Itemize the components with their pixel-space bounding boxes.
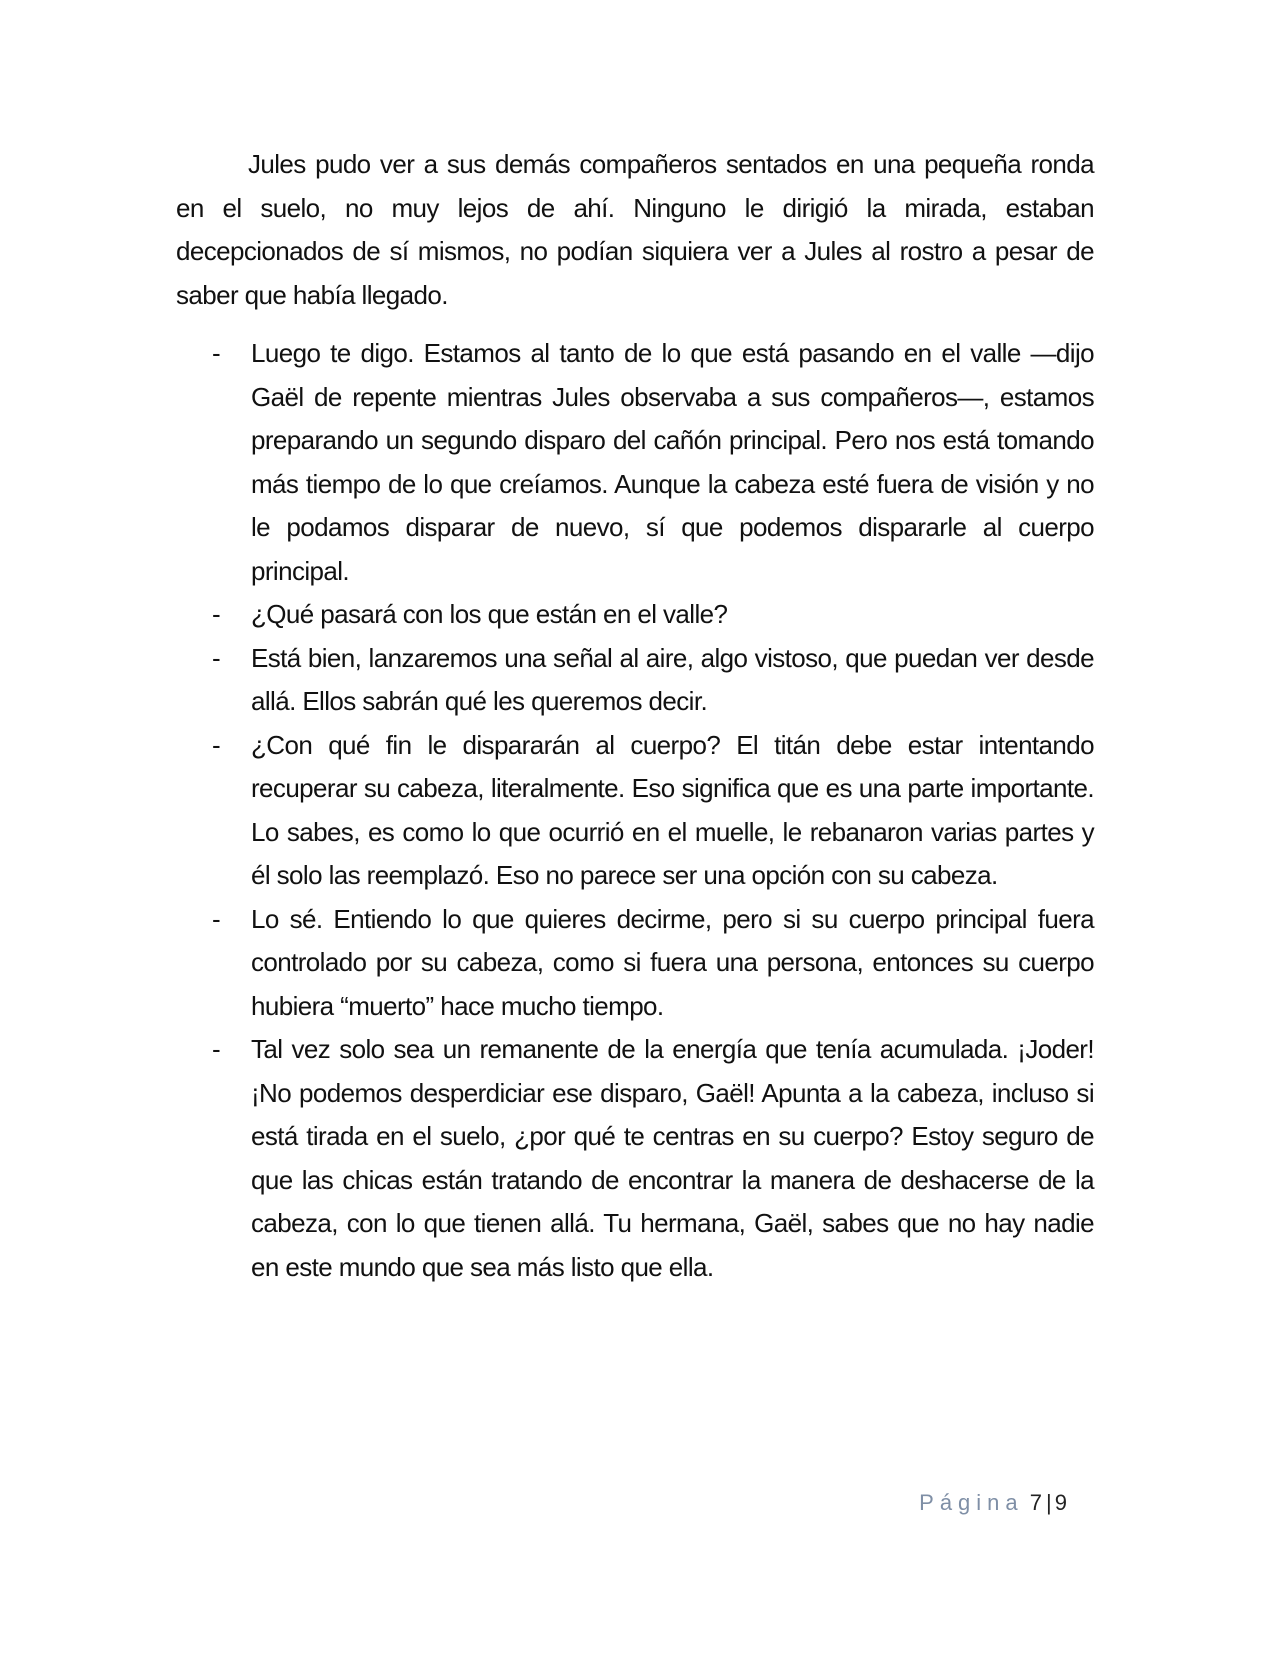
dialogue-line	[176, 637, 1094, 724]
dialogue-line	[176, 724, 1094, 898]
dialogue-text: ¿Con qué fin le dispararán al cuerpo? El titán debe estar intentando recuperar su cabeza, literalmente. Eso significa que es una parte importante. Lo sabes, es como lo que ocurrió en el muelle, le rebanaron varias partes y él solo las reemplazó. Eso no parece ser una opción con su cabeza.	[251, 729, 1094, 890]
dialogue-dash: -	[212, 338, 221, 368]
dialogue-list	[176, 332, 1094, 1289]
dialogue-dash: -	[212, 729, 221, 760]
dialogue-line	[176, 593, 1094, 637]
narrative-paragraph: Jules pudo ver a sus demás compañeros sentados en una pequeña ronda en el suelo, no muy lejos de ahí. Ninguno le dirigió la mirada, estaban decepcionados de sí mismos, no podían siquiera ver a Jules al rostro a pesar de saber que había llegado.	[176, 149, 1094, 310]
dialogue-dash: -	[212, 599, 221, 629]
dialogue-text: Luego te digo. Estamos al tanto de lo que está pasando en el valle —dijo Gaël de repente mientras Jules observaba a sus compañeros—, estamos preparando un segundo disparo del cañón principal. Pero nos está tomando más tiempo de lo que creíamos. Aunque la cabeza esté fuera de visión y no le podamos disparar de nuevo, sí que podemos dispararle al cuerpo principal.	[251, 338, 1094, 586]
dialogue-line	[176, 1028, 1094, 1289]
page-label: Página	[919, 1490, 1024, 1515]
dialogue-dash: -	[212, 903, 221, 934]
page-content	[176, 143, 1094, 1289]
dialogue-line	[176, 332, 1094, 593]
page-separator: |	[1046, 1490, 1052, 1515]
dialogue-text: Lo sé. Entiendo lo que quieres decirme, pero si su cuerpo principal fuera controlado por su cabeza, como si fuera una persona, entonces su cuerpo hubiera “muerto” hace mucho tiempo.	[251, 903, 1094, 1021]
dialogue-dash: -	[212, 642, 221, 673]
dialogue-dash: -	[212, 1034, 221, 1064]
page-footer	[919, 1490, 1068, 1516]
current-page-number: 7	[1029, 1490, 1044, 1515]
dialogue-text: ¿Qué pasará con los que están en el valle?	[251, 599, 728, 629]
total-pages: 9	[1054, 1490, 1068, 1515]
dialogue-line	[176, 898, 1094, 1029]
dialogue-text: Tal vez solo sea un remanente de la energía que tenía acumulada. ¡Joder! ¡No podemos desperdiciar ese disparo, Gaël! Apunta a la cabeza, incluso si está tirada en el suelo, ¿por qué te centras en su cuerpo? Estoy seguro de que las chicas están tratando de encontrar la manera de deshacerse de la cabeza, con lo que tienen allá. Tu hermana, Gaël, sabes que no hay nadie en este mundo que sea más listo que ella.	[251, 1034, 1094, 1282]
dialogue-text: Está bien, lanzaremos una señal al aire, algo vistoso, que puedan ver desde allá. Ellos sabrán qué les queremos decir.	[251, 642, 1094, 716]
